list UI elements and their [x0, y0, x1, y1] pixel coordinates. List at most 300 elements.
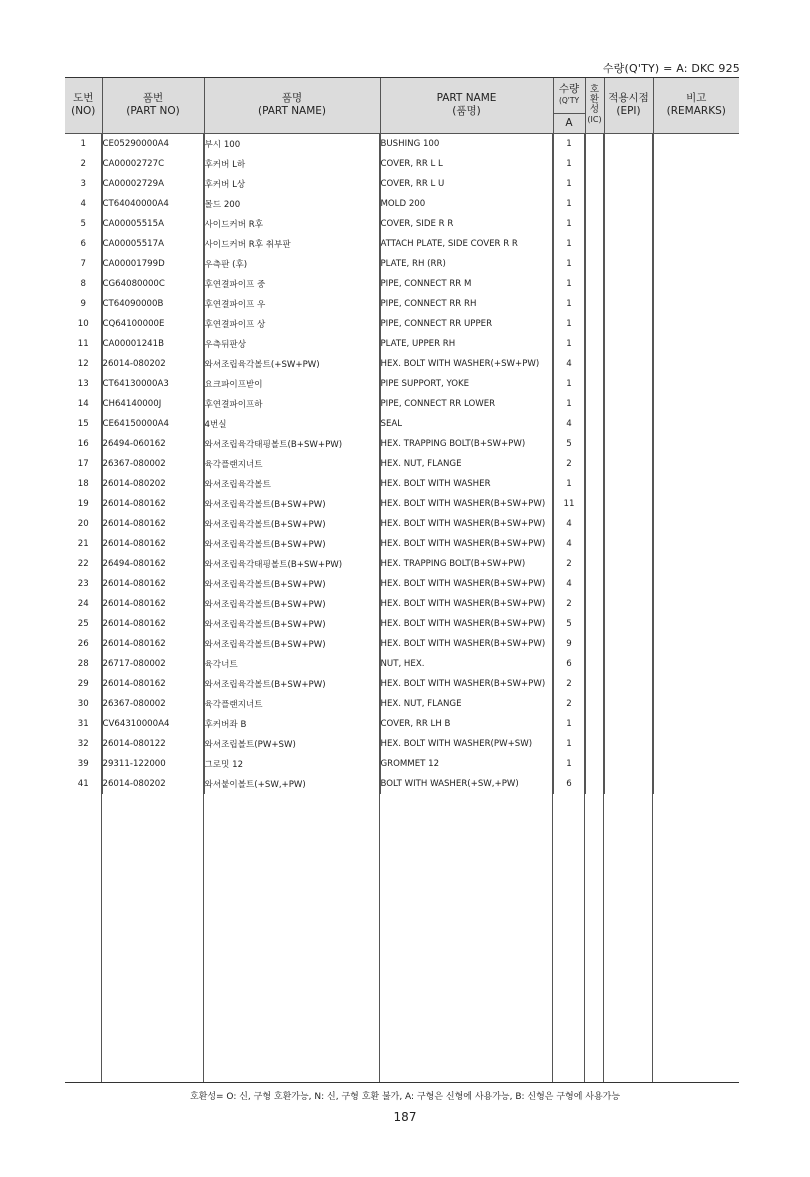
row-part-no: CH64140000J: [102, 394, 204, 414]
row-qty: 4: [553, 414, 585, 434]
row-part-name-ko: 와셔조립육각볼트(B+SW+PW): [204, 634, 380, 654]
row-part-name-ko: 사이드커버 R후 취부판: [204, 234, 380, 254]
row-no: 28: [65, 654, 102, 674]
row-remarks: [653, 514, 739, 534]
row-part-no: 26014-080162: [102, 494, 204, 514]
row-part-name-ko: 후커버 L하: [204, 154, 380, 174]
row-part-no: CT64130000A3: [102, 374, 204, 394]
row-no: 32: [65, 734, 102, 754]
row-epi: [604, 234, 653, 254]
row-part-name-ko: 육각플랜지너트: [204, 454, 380, 474]
row-epi: [604, 194, 653, 214]
row-part-name: PIPE, CONNECT RR M: [380, 274, 553, 294]
row-qty: 1: [553, 254, 585, 274]
row-remarks: [653, 634, 739, 654]
row-remarks: [653, 414, 739, 434]
row-part-name: HEX. BOLT WITH WASHER(B+SW+PW): [380, 574, 553, 594]
row-ic: [585, 474, 604, 494]
row-part-name-ko: 후연결파이프하: [204, 394, 380, 414]
row-epi: [604, 214, 653, 234]
row-remarks: [653, 774, 739, 794]
table-row: [65, 374, 739, 394]
row-part-name: HEX. BOLT WITH WASHER(B+SW+PW): [380, 614, 553, 634]
row-remarks: [653, 234, 739, 254]
row-ic: [585, 394, 604, 414]
row-part-name-ko: 와셔조립육각볼트(B+SW+PW): [204, 494, 380, 514]
row-ic: [585, 614, 604, 634]
row-no: 24: [65, 594, 102, 614]
row-remarks: [653, 734, 739, 754]
row-ic: [585, 234, 604, 254]
row-ic: [585, 254, 604, 274]
row-qty: 11: [553, 494, 585, 514]
table-row: [65, 674, 739, 694]
row-no: 4: [65, 194, 102, 214]
row-part-name-ko: 요크파이프받이: [204, 374, 380, 394]
row-part-no: 26014-080162: [102, 614, 204, 634]
row-ic: [585, 694, 604, 714]
row-part-no: CA00005517A: [102, 234, 204, 254]
row-epi: [604, 394, 653, 414]
row-qty: 1: [553, 234, 585, 254]
row-remarks: [653, 674, 739, 694]
row-qty: 6: [553, 774, 585, 794]
row-epi: [604, 534, 653, 554]
row-qty: 1: [553, 274, 585, 294]
row-part-name: HEX. TRAPPING BOLT(B+SW+PW): [380, 434, 553, 454]
row-no: 19: [65, 494, 102, 514]
row-qty: 1: [553, 174, 585, 194]
row-qty: 1: [553, 294, 585, 314]
row-part-name-ko: 우측판 (후): [204, 254, 380, 274]
row-part-no: 26014-080122: [102, 734, 204, 754]
row-ic: [585, 154, 604, 174]
table-row: [65, 454, 739, 474]
row-remarks: [653, 174, 739, 194]
row-part-no: 26014-080162: [102, 574, 204, 594]
row-part-name-ko: 와셔조립육각태핑볼트(B+SW+PW): [204, 434, 380, 454]
row-ic: [585, 354, 604, 374]
row-epi: [604, 334, 653, 354]
row-qty: 1: [553, 374, 585, 394]
row-qty: 1: [553, 133, 585, 154]
row-epi: [604, 494, 653, 514]
row-remarks: [653, 474, 739, 494]
row-remarks: [653, 194, 739, 214]
row-ic: [585, 414, 604, 434]
row-part-no: CQ64100000E: [102, 314, 204, 334]
row-ic: [585, 454, 604, 474]
row-ic: [585, 214, 604, 234]
table-row: [65, 254, 739, 274]
row-epi: [604, 694, 653, 714]
table-row: [65, 574, 739, 594]
row-part-no: CA00002729A: [102, 174, 204, 194]
table-row: [65, 714, 739, 734]
row-epi: [604, 654, 653, 674]
row-part-no: 26014-080202: [102, 354, 204, 374]
row-part-name-ko: 와셔조립육각볼트(B+SW+PW): [204, 594, 380, 614]
row-part-name-ko: 부시 100: [204, 133, 380, 154]
row-remarks: [653, 574, 739, 594]
row-part-no: 26014-080162: [102, 674, 204, 694]
row-part-name-ko: 후커버 L상: [204, 174, 380, 194]
row-part-no: CA00001241B: [102, 334, 204, 354]
row-ic: [585, 594, 604, 614]
col-header-part-name-ko: 품명 (PART NAME): [204, 78, 380, 133]
row-remarks: [653, 354, 739, 374]
table-row: [65, 774, 739, 794]
table-row: [65, 694, 739, 714]
table-row: [65, 154, 739, 174]
row-epi: [604, 254, 653, 274]
row-ic: [585, 534, 604, 554]
parts-table: [65, 78, 739, 794]
row-part-name: PIPE, CONNECT RR UPPER: [380, 314, 553, 334]
row-part-no: CG64080000C: [102, 274, 204, 294]
row-no: 26: [65, 634, 102, 654]
col-header-part-name: PART NAME (품명): [380, 78, 553, 133]
row-no: 5: [65, 214, 102, 234]
row-ic: [585, 574, 604, 594]
row-part-name: HEX. BOLT WITH WASHER(B+SW+PW): [380, 534, 553, 554]
table-row: [65, 754, 739, 774]
row-remarks: [653, 454, 739, 474]
row-ic: [585, 374, 604, 394]
row-remarks: [653, 754, 739, 774]
col-header-qty-a: A: [553, 113, 585, 133]
row-remarks: [653, 154, 739, 174]
table-row: [65, 174, 739, 194]
row-epi: [604, 734, 653, 754]
row-part-name: HEX. NUT, FLANGE: [380, 694, 553, 714]
row-epi: [604, 674, 653, 694]
row-qty: 1: [553, 154, 585, 174]
table-row: [65, 554, 739, 574]
row-ic: [585, 554, 604, 574]
row-part-name: BOLT WITH WASHER(+SW,+PW): [380, 774, 553, 794]
table-row: [65, 434, 739, 454]
row-remarks: [653, 434, 739, 454]
row-epi: [604, 754, 653, 774]
row-no: 20: [65, 514, 102, 534]
row-no: 21: [65, 534, 102, 554]
row-remarks: [653, 694, 739, 714]
parts-rows: [65, 133, 739, 794]
row-part-name-ko: 몰드 200: [204, 194, 380, 214]
row-part-name: ATTACH PLATE, SIDE COVER R R: [380, 234, 553, 254]
row-part-no: 26717-080002: [102, 654, 204, 674]
row-no: 7: [65, 254, 102, 274]
row-qty: 5: [553, 434, 585, 454]
row-epi: [604, 774, 653, 794]
parts-sheet: [65, 77, 739, 1083]
row-qty: 1: [553, 334, 585, 354]
row-ic: [585, 734, 604, 754]
row-epi: [604, 314, 653, 334]
row-part-name: MOLD 200: [380, 194, 553, 214]
row-epi: [604, 554, 653, 574]
row-remarks: [653, 334, 739, 354]
row-qty: 9: [553, 634, 585, 654]
row-part-name-ko: 와셔조립육각볼트(+SW+PW): [204, 354, 380, 374]
page-number: 187: [393, 1110, 417, 1124]
row-no: 13: [65, 374, 102, 394]
row-remarks: [653, 594, 739, 614]
row-ic: [585, 274, 604, 294]
row-part-name: HEX. TRAPPING BOLT(B+SW+PW): [380, 554, 553, 574]
row-no: 25: [65, 614, 102, 634]
row-ic: [585, 294, 604, 314]
interchangeability-footnote: 호환성= O: 신, 구형 호환가능, N: 신, 구형 호환 불가, A: 구형은 신형에 사용가능, B: 신형은 구형에 사용가능: [189, 1092, 621, 1102]
table-row: [65, 214, 739, 234]
table-row: [65, 314, 739, 334]
row-no: 17: [65, 454, 102, 474]
row-ic: [585, 314, 604, 334]
row-part-name: SEAL: [380, 414, 553, 434]
row-part-no: 26014-080202: [102, 774, 204, 794]
row-qty: 2: [553, 674, 585, 694]
row-part-no: 26014-080202: [102, 474, 204, 494]
row-remarks: [653, 714, 739, 734]
row-no: 29: [65, 674, 102, 694]
col-header-ic: 호 환 성 (IC): [585, 78, 604, 133]
table-row: [65, 474, 739, 494]
row-no: 3: [65, 174, 102, 194]
row-part-name-ko: 와셔조립볼트(PW+SW): [204, 734, 380, 754]
row-part-name-ko: 육각플랜지너트: [204, 694, 380, 714]
row-qty: 4: [553, 534, 585, 554]
row-part-no: CT64090000B: [102, 294, 204, 314]
table-row: [65, 234, 739, 254]
table-row: [65, 354, 739, 374]
row-part-name: COVER, RR L U: [380, 174, 553, 194]
row-part-name: COVER, SIDE R R: [380, 214, 553, 234]
row-no: 2: [65, 154, 102, 174]
row-no: 31: [65, 714, 102, 734]
row-remarks: [653, 394, 739, 414]
table-row: [65, 734, 739, 754]
table-row: [65, 294, 739, 314]
row-part-no: CV64310000A4: [102, 714, 204, 734]
row-ic: [585, 133, 604, 154]
row-part-name: COVER, RR LH B: [380, 714, 553, 734]
row-remarks: [653, 614, 739, 634]
row-epi: [604, 374, 653, 394]
row-part-name: PIPE, CONNECT RR RH: [380, 294, 553, 314]
row-no: 11: [65, 334, 102, 354]
row-part-no: CA00001799D: [102, 254, 204, 274]
col-header-no: 도번 (NO): [65, 78, 102, 133]
row-part-name: PLATE, UPPER RH: [380, 334, 553, 354]
row-no: 30: [65, 694, 102, 714]
row-part-name: PLATE, RH (RR): [380, 254, 553, 274]
row-no: 41: [65, 774, 102, 794]
row-no: 39: [65, 754, 102, 774]
row-remarks: [653, 254, 739, 274]
row-qty: 4: [553, 354, 585, 374]
row-ic: [585, 634, 604, 654]
row-no: 6: [65, 234, 102, 254]
row-part-name: HEX. BOLT WITH WASHER(B+SW+PW): [380, 634, 553, 654]
row-part-name: HEX. BOLT WITH WASHER(B+SW+PW): [380, 514, 553, 534]
row-epi: [604, 614, 653, 634]
row-ic: [585, 334, 604, 354]
row-part-name-ko: 그로밋 12: [204, 754, 380, 774]
row-epi: [604, 474, 653, 494]
row-remarks: [653, 654, 739, 674]
row-qty: 6: [553, 654, 585, 674]
table-row: [65, 394, 739, 414]
row-no: 9: [65, 294, 102, 314]
row-part-no: 26014-080162: [102, 594, 204, 614]
row-epi: [604, 354, 653, 374]
row-qty: 1: [553, 314, 585, 334]
row-epi: [604, 454, 653, 474]
header-row: [65, 78, 739, 113]
row-part-no: 29311-122000: [102, 754, 204, 774]
row-ic: [585, 654, 604, 674]
row-part-name-ko: 와셔붙이볼트(+SW,+PW): [204, 774, 380, 794]
row-ic: [585, 674, 604, 694]
row-part-name-ko: 와셔조립육각볼트(B+SW+PW): [204, 534, 380, 554]
row-part-name: GROMMET 12: [380, 754, 553, 774]
row-no: 15: [65, 414, 102, 434]
row-ic: [585, 714, 604, 734]
row-part-no: CE05290000A4: [102, 133, 204, 154]
col-header-remarks: 비고 (REMARKS): [653, 78, 739, 133]
row-ic: [585, 494, 604, 514]
row-no: 18: [65, 474, 102, 494]
row-part-no: 26494-080162: [102, 554, 204, 574]
row-qty: 2: [553, 554, 585, 574]
row-epi: [604, 634, 653, 654]
row-part-name-ko: 후연결파이프 상: [204, 314, 380, 334]
table-row: [65, 534, 739, 554]
row-qty: 2: [553, 594, 585, 614]
row-qty: 1: [553, 734, 585, 754]
row-no: 23: [65, 574, 102, 594]
row-part-name-ko: 4번실: [204, 414, 380, 434]
row-part-name: PIPE, CONNECT RR LOWER: [380, 394, 553, 414]
row-part-name-ko: 후연결파이프 우: [204, 294, 380, 314]
qty-note: 수량(Q'TY) = A: DKC 925: [602, 62, 740, 75]
row-ic: [585, 774, 604, 794]
row-remarks: [653, 214, 739, 234]
row-epi: [604, 294, 653, 314]
row-remarks: [653, 534, 739, 554]
row-part-name-ko: 와셔조립육각볼트(B+SW+PW): [204, 614, 380, 634]
row-remarks: [653, 133, 739, 154]
row-remarks: [653, 494, 739, 514]
row-part-name-ko: 후연결파이프 중: [204, 274, 380, 294]
row-part-name-ko: 와셔조립육각볼트: [204, 474, 380, 494]
table-row: [65, 514, 739, 534]
row-part-no: 26367-080002: [102, 694, 204, 714]
table-row: [65, 194, 739, 214]
row-remarks: [653, 274, 739, 294]
col-header-qty: 수량 (Q'TY: [553, 78, 585, 113]
row-part-name-ko: 우측뒤판상: [204, 334, 380, 354]
table-row: [65, 654, 739, 674]
row-no: 12: [65, 354, 102, 374]
row-qty: 1: [553, 714, 585, 734]
row-part-name: NUT, HEX.: [380, 654, 553, 674]
row-qty: 1: [553, 754, 585, 774]
row-qty: 1: [553, 214, 585, 234]
row-qty: 4: [553, 574, 585, 594]
row-part-name-ko: 육각너트: [204, 654, 380, 674]
col-header-part-no: 품번 (PART NO): [102, 78, 204, 133]
row-ic: [585, 754, 604, 774]
row-no: 14: [65, 394, 102, 414]
row-ic: [585, 434, 604, 454]
row-no: 22: [65, 554, 102, 574]
row-part-name: HEX. NUT, FLANGE: [380, 454, 553, 474]
row-part-name: HEX. BOLT WITH WASHER(PW+SW): [380, 734, 553, 754]
row-epi: [604, 133, 653, 154]
row-qty: 5: [553, 614, 585, 634]
row-part-name: COVER, RR L L: [380, 154, 553, 174]
row-part-name: HEX. BOLT WITH WASHER(B+SW+PW): [380, 594, 553, 614]
row-part-no: 26367-080002: [102, 454, 204, 474]
row-part-name: HEX. BOLT WITH WASHER(+SW+PW): [380, 354, 553, 374]
row-part-no: 26494-060162: [102, 434, 204, 454]
row-remarks: [653, 294, 739, 314]
row-part-name-ko: 와셔조립육각볼트(B+SW+PW): [204, 574, 380, 594]
row-epi: [604, 174, 653, 194]
table-row: [65, 414, 739, 434]
table-row: [65, 274, 739, 294]
table-row: [65, 334, 739, 354]
row-ic: [585, 194, 604, 214]
row-qty: 4: [553, 514, 585, 534]
row-part-no: CE64150000A4: [102, 414, 204, 434]
row-qty: 1: [553, 394, 585, 414]
row-no: 16: [65, 434, 102, 454]
table-row: [65, 614, 739, 634]
row-part-no: 26014-080162: [102, 634, 204, 654]
table-row: [65, 594, 739, 614]
row-epi: [604, 274, 653, 294]
row-part-no: CA00005515A: [102, 214, 204, 234]
row-epi: [604, 574, 653, 594]
row-qty: 2: [553, 694, 585, 714]
table-row: [65, 494, 739, 514]
row-ic: [585, 174, 604, 194]
row-part-no: CT64040000A4: [102, 194, 204, 214]
row-epi: [604, 434, 653, 454]
row-ic: [585, 514, 604, 534]
row-qty: 2: [553, 454, 585, 474]
row-no: 8: [65, 274, 102, 294]
row-part-no: 26014-080162: [102, 534, 204, 554]
row-part-name: HEX. BOLT WITH WASHER(B+SW+PW): [380, 494, 553, 514]
row-qty: 1: [553, 474, 585, 494]
row-part-no: CA00002727C: [102, 154, 204, 174]
row-part-name-ko: 사이드커버 R후: [204, 214, 380, 234]
col-header-epi: 적용시점 (EPI): [604, 78, 653, 133]
row-no: 1: [65, 133, 102, 154]
row-epi: [604, 714, 653, 734]
row-part-name-ko: 와셔조립육각볼트(B+SW+PW): [204, 514, 380, 534]
row-remarks: [653, 554, 739, 574]
row-part-name: HEX. BOLT WITH WASHER: [380, 474, 553, 494]
row-part-name-ko: 후커버좌 B: [204, 714, 380, 734]
row-part-name-ko: 와셔조립육각태핑볼트(B+SW+PW): [204, 554, 380, 574]
row-epi: [604, 514, 653, 534]
row-qty: 1: [553, 194, 585, 214]
